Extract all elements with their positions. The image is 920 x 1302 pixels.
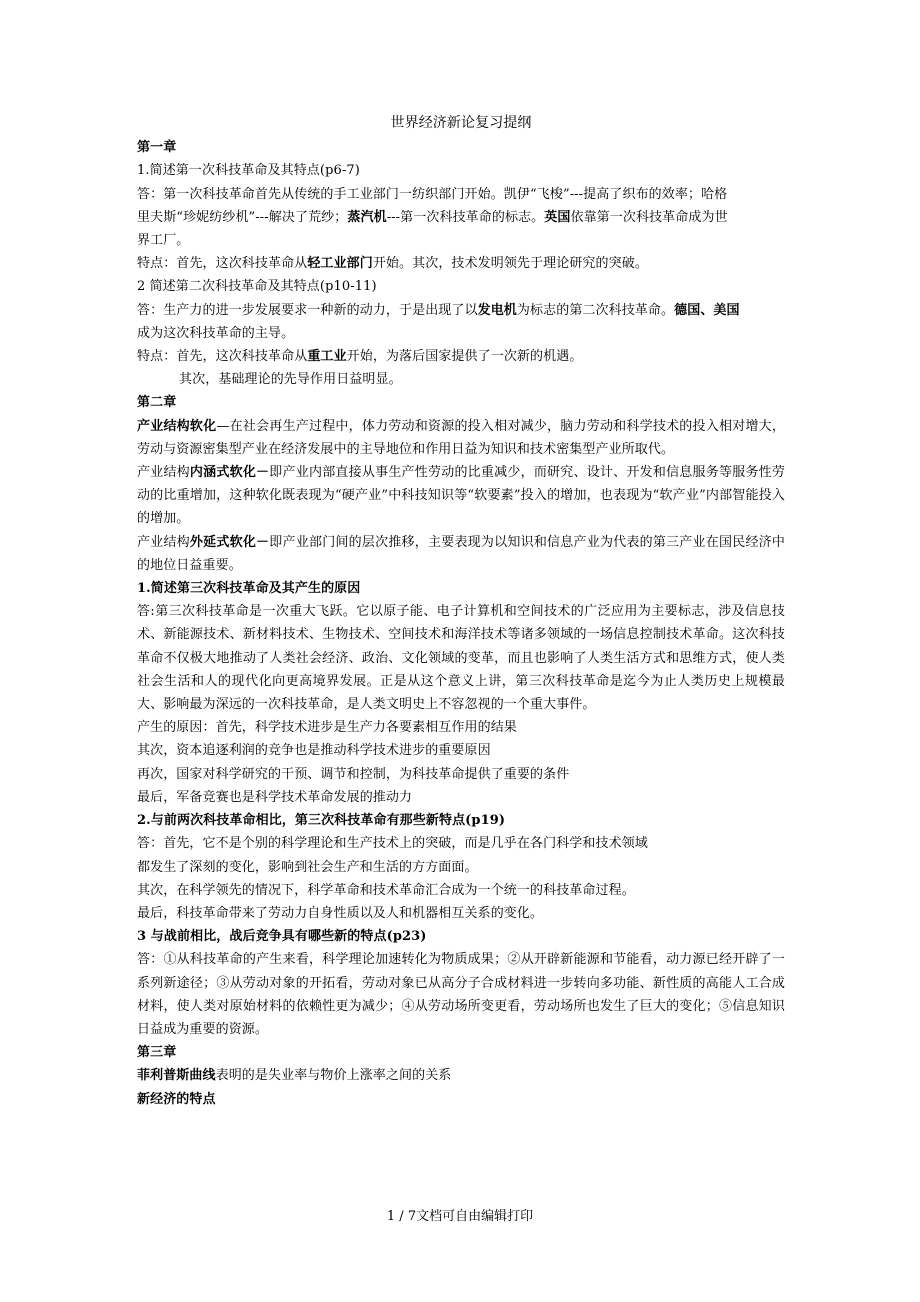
answer-2-line-1: [137, 299, 785, 322]
chapter-1-heading: 第一章: [137, 140, 177, 156]
reason-3: 再次，国家对科学研究的干预、调节和控制，为科技革命提供了重要的条件: [137, 766, 570, 782]
text-run: 开始。其次，技术发明领先于理论研究的突破。: [372, 256, 648, 272]
page-title: 世界经济新论复习提纲: [390, 115, 532, 131]
answer-1-line-3: 界工厂。: [137, 233, 190, 249]
bold-term-industry-softening: 产业结构软化: [137, 418, 217, 434]
bold-term-heavy-industry: 重工业: [307, 349, 347, 365]
bold-term-steam-engine: 蒸汽机: [347, 209, 387, 225]
reason-2: 其次，资本追逐利润的竞争也是推动科学技术进步的重要原因: [137, 743, 491, 759]
feature-2-second: 其次，基础理论的先导作用日益明显。: [179, 372, 402, 388]
answer-4-line-3: 其次，在科学领先的情况下，科学革命和技术革命汇合成为一个统一的科技革命过程。: [137, 882, 635, 898]
question-5: 3 与战前相比，战后竞争具有哪些新的特点(p23): [137, 929, 427, 945]
chapter-3-heading: 第三章: [137, 1045, 177, 1061]
feature-1: [137, 252, 785, 275]
document-body: [137, 112, 785, 1111]
text-run: 为标志的第二次科技革命。: [516, 302, 675, 318]
question-3: 1.简述第三次科技革命及其产生的原因: [137, 581, 361, 597]
reason-4: 最后，军备竞赛也是科学技术革命发展的推动力: [137, 789, 413, 805]
text-run: —在社会再生产过程中，体力劳动和资源的投入相对减少，脑力劳动和科学技术的投入相对增大，劳动与资源密集型产业在经济发展中的主导地位和作用日益为知识和技术密集型产业所取代。: [137, 418, 785, 457]
bold-term-inner-softening: 内涵式软化－: [189, 465, 270, 481]
text-run: 表明的是失业率与物价上涨率之间的关系: [215, 1068, 452, 1084]
bold-term-generator: 发电机: [477, 302, 517, 318]
text-run: ---第一次科技革命的标志。: [386, 209, 545, 225]
paragraph-outer-softening: [137, 531, 785, 577]
text-run: 即产业内部直接从事生产性劳动的比重减少，而研究、设计、开发和信息服务等服务性劳动的比重增加，这种软化既表现为“硬产业”中科技知识等“软要素”投入的增加，也表现为“软产业”内部智能投入的增加。: [137, 465, 785, 527]
question-1: 1.简述第一次科技革命及其特点(p6-7): [137, 163, 360, 179]
bold-term-phillips-curve: 菲利普斯曲线: [137, 1068, 216, 1084]
answer-4-line-1: 答：首先，它不是个别的科学理论和生产技术上的突破，而是几乎在各门科学和技术领域: [137, 836, 648, 852]
text-run: 特点：首先，这次科技革命从: [137, 349, 308, 365]
text-run: 产业结构: [137, 465, 190, 481]
bold-term-britain: 英国: [544, 209, 571, 225]
answer-1-line-2: [137, 206, 785, 229]
answer-5: 答：①从科技革命的产生来看，科学理论加速转化为物质成果；②从开辟新能源和节能看，动力源已经开辟了一系列新途径；③从劳动对象的开拓看，劳动对象已从高分子合成材料进一步转向多功能、新性质的高能人工合成材料，使人类对原始材料的依赖性更为减少；④从劳动场所变更看，劳动场所也发生了巨大的变化；⑤信息知识日益成为重要的资源。: [137, 952, 785, 1037]
question-4: 2.与前两次科技革命相比，第三次科技革命有那些新特点(p19): [137, 813, 506, 829]
answer-4-line-4: 最后，科技革命带来了劳动力自身性质以及人和机器相互关系的变化。: [137, 905, 544, 921]
chapter-2-heading: 第二章: [137, 395, 177, 411]
answer-3: 答:第三次科技革命是一次重大飞跃。它以原子能、电子计算机和空间技术的广泛应用为主要标志，涉及信息技术、新能源技术、新材料技术、生物技术、空间技术和海洋技术等诸多领域的一场信息控制技术革命。这次科技革命不仅极大地推动了人类社会经济、政治、文化领域的变革，而且也影响了人类生活方式和思维方式，使人类社会生活和人的现代化向更高境界发展。正是从这个意义上讲，第三次科技革命是迄今为止人类历史上规模最大、影响最为深远的一次科技革命，是人类文明史上不容忽视的一个重大事件。: [137, 604, 785, 713]
new-economy-heading: 新经济的特点: [137, 1091, 216, 1107]
paragraph-inner-softening: [137, 461, 785, 531]
text-run: 开始，为落后国家提供了一次新的机遇。: [346, 349, 583, 365]
question-2: 2 简述第二次科技革命及其特点(p10-11): [137, 279, 377, 295]
bold-term-light-industry: 轻工业部门: [307, 256, 373, 272]
answer-2-line-2: 成为这次科技革命的主导。: [137, 325, 295, 341]
text-run: 依靠第一次科技革命成为世: [570, 209, 728, 225]
text-run: 里夫斯“珍妮纺纱机”---解决了荒纱；: [137, 209, 348, 225]
text-run: 产业结构: [137, 534, 190, 550]
reason-1: 产生的原因：首先，科学技术进步是生产力各要素相互作用的结果: [137, 720, 517, 736]
page-footer: 1 / 7文档可自由编辑打印: [386, 1209, 534, 1224]
phillips-curve-line: [137, 1064, 785, 1087]
answer-1-line-1: 答：第一次科技革命首先从传统的手工业部门一纺织部门开始。凯伊“飞梭”---提高了织布的效率；哈格: [137, 186, 728, 202]
text-run: 答：生产力的进一步发展要求一种新的动力，于是出现了以: [137, 302, 478, 318]
paragraph-industry-softening: [137, 415, 785, 461]
text-run: 特点：首先，这次科技革命从: [137, 256, 308, 272]
feature-2: [137, 345, 785, 368]
text-run: 即产业部门间的层次推移，主要表现为以知识和信息产业为代表的第三产业在国民经济中的地位日益重要。: [137, 534, 785, 573]
bold-term-germany-usa: 德国、美国: [674, 302, 740, 318]
bold-term-outer-softening: 外延式软化－: [189, 534, 270, 550]
answer-4-line-2: 都发生了深刻的变化，影响到社会生产和生活的方方面面。: [137, 859, 478, 875]
